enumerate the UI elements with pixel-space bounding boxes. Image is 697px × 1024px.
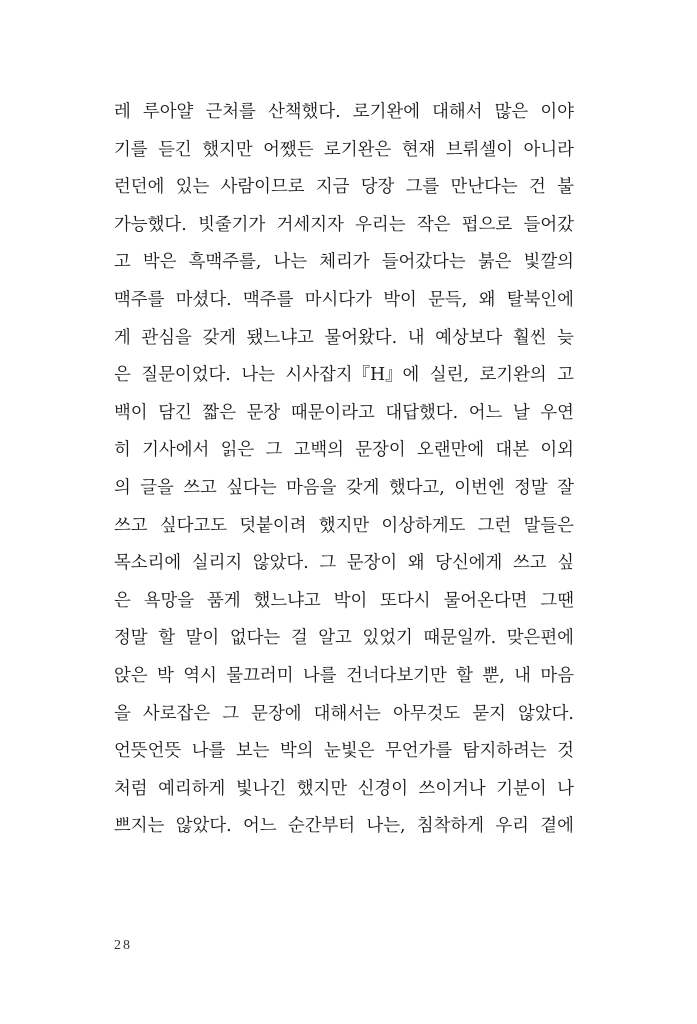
text-line: 런던에 있는 사람이므로 지금 당장 그를 만난다는 건 불: [114, 177, 574, 198]
text-line: 게 관심을 갖게 됐느냐고 물어왔다. 내 예상보다 훨씬 늦: [114, 327, 574, 348]
text-line: 을 사로잡은 그 문장에 대해서는 아무것도 묻지 않았다.: [114, 703, 574, 724]
text-line: 고 박은 흑맥주를, 나는 체리가 들어갔다는 붉은 빛깔의: [114, 252, 574, 273]
text-line: 레 루아얄 근처를 산책했다. 로기완에 대해서 많은 이야: [114, 102, 574, 122]
text-line: 맥주를 마셨다. 맥주를 마시다가 박이 문득, 왜 탈북인에: [114, 290, 574, 310]
text-line: 정말 할 말이 없다는 걸 알고 있었기 때문일까. 맞은편에: [114, 628, 574, 649]
page-number: 28: [114, 938, 132, 953]
text-line: 백이 담긴 짧은 문장 때문이라고 대답했다. 어느 날 우연: [114, 402, 574, 423]
text-line: 앉은 박 역시 물끄러미 나를 건너다보기만 할 뿐, 내 마음: [114, 666, 574, 686]
text-line: 쓰고 싶다고도 덧붙이려 했지만 이상하게도 그런 말들은: [114, 515, 574, 536]
text-line: 의 글을 쓰고 싶다는 마음을 갖게 했다고, 이번엔 정말 잘: [114, 478, 574, 498]
text-line: 은 욕망을 품게 했느냐고 박이 또다시 물어온다면 그땐: [114, 590, 574, 611]
text-line: 기를 듣긴 했지만 어쨌든 로기완은 현재 브뤼셀이 아니라: [114, 139, 574, 160]
text-line: 쁘지는 않았다. 어느 순간부터 나는, 침착하게 우리 곁에: [114, 816, 574, 837]
text-line: 가능했다. 빗줄기가 거세지자 우리는 작은 펍으로 들어갔: [114, 214, 574, 235]
text-line: 은 질문이었다. 나는 시사잡지『H』에 실린, 로기완의 고: [114, 365, 574, 386]
text-line: 언뜻언뜻 나를 보는 박의 눈빛은 무언가를 탐지하려는 것: [114, 741, 574, 762]
text-line: 처럼 예리하게 빛나긴 했지만 신경이 쓰이거나 기분이 나: [114, 778, 574, 799]
text-line: 히 기사에서 읽은 그 고백의 문장이 오랜만에 대본 이외: [114, 440, 574, 461]
text-line: 목소리에 실리지 않았다. 그 문장이 왜 당신에게 쓰고 싶: [114, 553, 574, 574]
